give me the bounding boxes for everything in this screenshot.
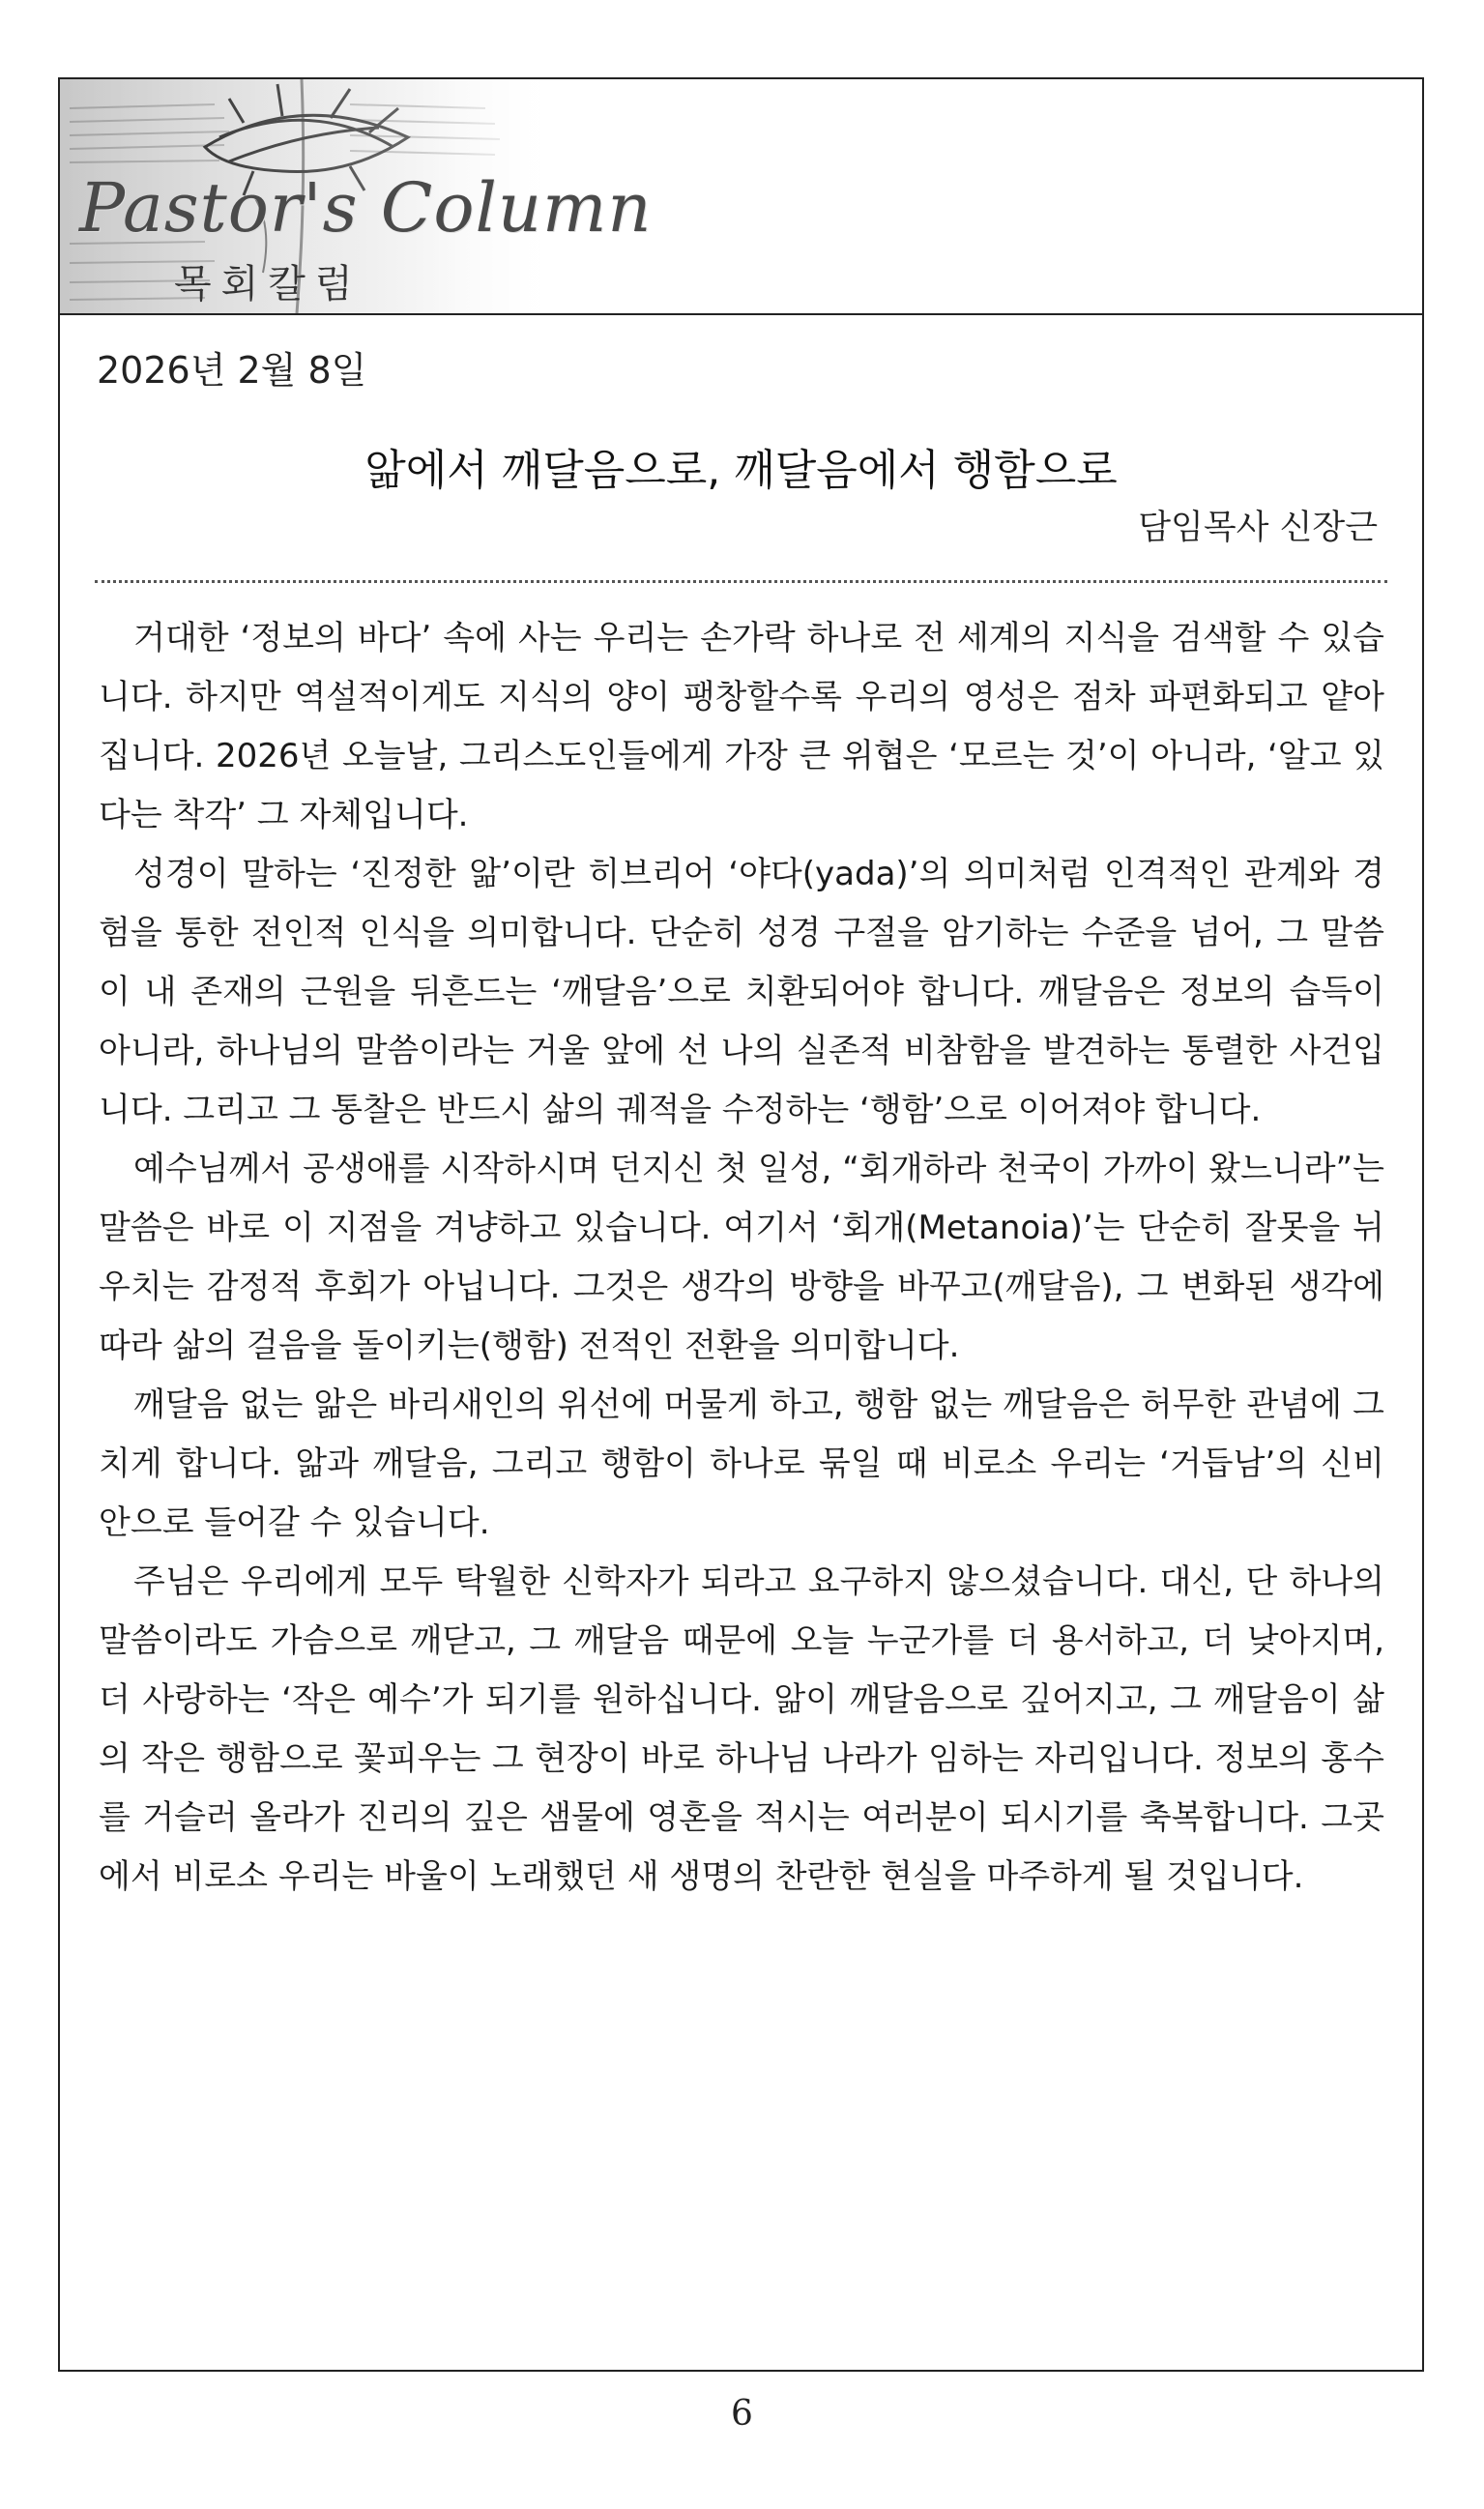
page-number: 6 bbox=[731, 2394, 753, 2434]
article-title: 앎에서 깨달음으로, 깨달음에서 행함으로 bbox=[364, 446, 1118, 495]
paragraph: 예수님께서 공생애를 시작하시며 던지신 첫 일성, “회개하라 천국이 가까이 왔느니라”는 말씀은 바로 이 지점을 겨냥하고 있습니다. 여기서 ‘회개(Metanoia)’는 단순히 잘못을 뉘우치는 감정적 후회가 아닙니다. 그것은 생각의 방향을 바꾸고(깨달음), 그 변화된 생각에 따라 삶의 걸음을 돌이키는(행함) 전적인 전환을 의미합니다. bbox=[99, 1150, 1384, 1365]
dotted-divider bbox=[95, 580, 1387, 583]
article-author: 담임목사 신장근 bbox=[1138, 509, 1378, 547]
paragraph: 깨달음 없는 앎은 바리새인의 위선에 머물게 하고, 행함 없는 깨달음은 허무한 관념에 그치게 합니다. 앎과 깨달음, 그리고 행함이 하나로 묶일 때 비로소 우리는 ‘거듭남’의 신비 안으로 들어갈 수 있습니다. bbox=[99, 1386, 1384, 1542]
column-subtitle: 목회칼럼 bbox=[174, 262, 363, 306]
paragraph: 주님은 우리에게 모두 탁월한 신학자가 되라고 요구하지 않으셨습니다. 대신, 단 하나의 말씀이라도 가슴으로 깨닫고, 그 깨달음 때문에 오늘 누군가를 더 용서하고, 더 낮아지며, 더 사랑하는 ‘작은 예수’가 되기를 원하십니다. 앎이 깨달음으로 깊어지고, 그 깨달음이 삶의 작은 행함으로 꽃피우는 그 현장이 바로 하나님 나라가 임하는 자리입니다. 정보의 홍수를 거슬러 올라가 진리의 깊은 샘물에 영혼을 적시는 여러분이 되시기를 축복합니다. 그곳에서 비로소 우리는 바울이 노래했던 새 생명의 찬란한 현실을 마주하게 될 것입니다. bbox=[99, 1562, 1384, 1896]
paragraph: 성경이 말하는 ‘진정한 앎’이란 히브리어 ‘야다(yada)’의 의미처럼 인격적인 관계와 경험을 통한 전인적 인식을 의미합니다. 단순히 성경 구절을 암기하는 수준을 넘어, 그 말씀이 내 존재의 근원을 뒤흔드는 ‘깨달음’으로 치환되어야 합니다. 깨달음은 정보의 습득이 아니라, 하나님의 말씀이라는 거울 앞에 선 나의 실존적 비참함을 발견하는 통렬한 사건입니다. 그리고 그 통찰은 반드시 삶의 궤적을 수정하는 ‘행함’으로 이어져야 합니다. bbox=[99, 855, 1384, 1129]
paragraph: 거대한 ‘정보의 바다’ 속에 사는 우리는 손가락 하나로 전 세계의 지식을 검색할 수 있습니다. 하지만 역설적이게도 지식의 양이 팽창할수록 우리의 영성은 점차 파편화되고 얕아집니다. 2026년 오늘날, 그리스도인들에게 가장 큰 위협은 ‘모르는 것’이 아니라, ‘알고 있다는 착각’ 그 자체입니다. bbox=[99, 619, 1384, 834]
column-title: Pastor's Column bbox=[79, 168, 653, 248]
column-header bbox=[60, 79, 1422, 315]
article-body bbox=[99, 609, 1384, 1907]
column-date: 2026년 2월 8일 bbox=[97, 349, 367, 392]
column-frame bbox=[58, 77, 1424, 2372]
